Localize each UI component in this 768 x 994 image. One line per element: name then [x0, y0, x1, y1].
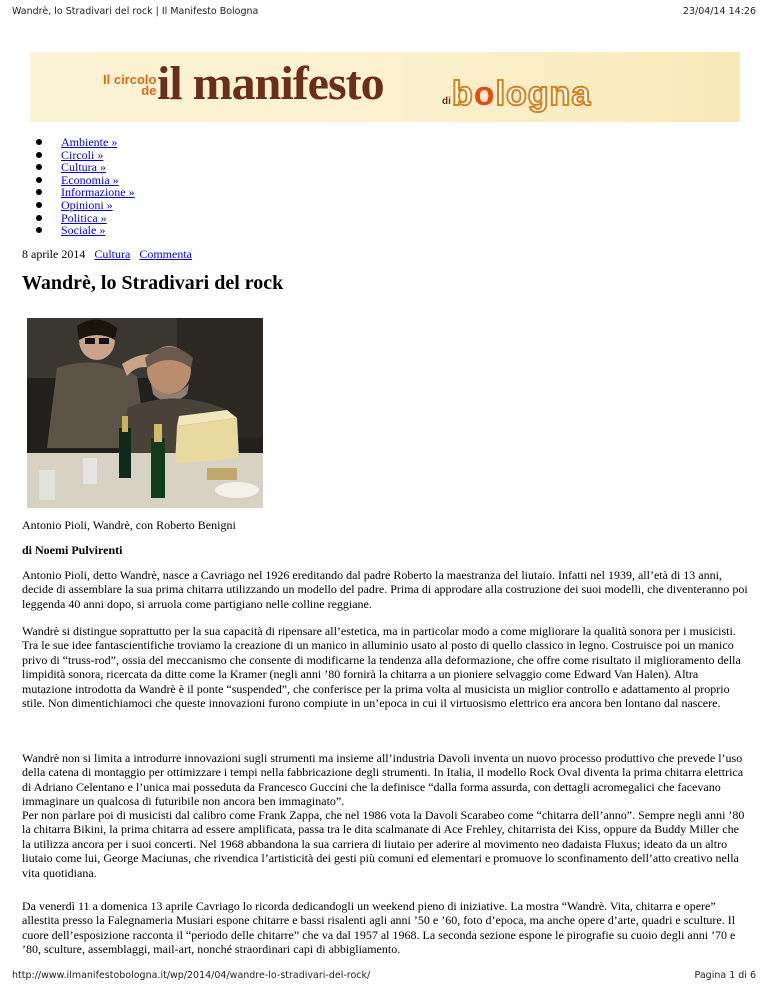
print-footer-url: http://www.ilmanifestobologna.it/wp/2014/04/wandre-lo-stradivari-del-rock/ [12, 970, 371, 981]
print-footer [12, 970, 756, 984]
article-author: di Noemi Pulvirenti [22, 543, 123, 557]
nav-link-opinioni[interactable]: Opinioni » [61, 197, 113, 212]
nav-link-economia[interactable]: Economia » [61, 172, 119, 187]
banner-city-rest: logna [495, 75, 592, 113]
print-header-datetime: 23/04/14 14:26 [682, 6, 756, 17]
print-header-title: Wandrè, lo Stradivari del rock | Il Manifesto Bologna [12, 6, 259, 17]
article-photo [27, 318, 263, 508]
nav-link-sociale[interactable]: Sociale » [61, 223, 106, 238]
site-banner[interactable] [30, 52, 740, 122]
nav-link-circoli[interactable]: Circoli » [61, 147, 104, 162]
category-nav [36, 136, 135, 237]
nav-link-cultura[interactable]: Cultura » [61, 160, 106, 175]
article-paragraph: Antonio Pioli, detto Wandrè, nasce a Cavriago nel 1926 ereditando dal padre Roberto la maestranza del liutaio. Infatti nel 1939, all’età di 13 anni, decide di assemblare la sua prima chitarra utilizzando un modello del padre. Prima di approdare alla costruzione dei suoi modelli, che diventeranno poi leggenda 40 anni dopo, si arruola come partigiano nelle colline reggiane. [22, 568, 748, 611]
banner-di: di [442, 96, 451, 107]
banner-circolo-line2: de [141, 83, 157, 98]
print-header [12, 6, 756, 20]
photo-caption: Antonio Pioli, Wandrè, con Roberto Benigni [22, 518, 236, 532]
article-paragraph: Per non parlare poi di musicisti dal calibro come Frank Zappa, che nel 1986 vota la Davoli Scarabeo come “chitarra dell’anno”. Sempre negli anni ’80 la chitarra Bikini, la prima chitarra ad essere amplificata, passa tra le dita scalmanate di Ace Frehley, chitarrista dei Kiss, oppure da Buddy Miller che la utilizza ancora per i suoi concerti. Nel 1968 abbandona la sua carriera di liutaio per aderire al movimento neo dadaista Fluxus; ideato da un altro liutaio come lui, George Maciunas, che rivendica l’artisticità dei gesti più comuni ed elementari e promuove lo sconfinamento dell’atto creativo nella vita quotidiana. [22, 808, 745, 880]
banner-city-b: b [452, 75, 474, 113]
print-footer-page: Pagina 1 di 6 [694, 970, 756, 981]
banner-circolo [103, 74, 156, 96]
banner-city [452, 76, 591, 112]
nav-item [36, 224, 135, 237]
nav-link-ambiente[interactable]: Ambiente » [61, 135, 118, 149]
banner-brand: il manifesto [157, 57, 384, 110]
article-paragraph: Wandrè si distingue soprattutto per la sua capacità di ripensare all’estetica, ma in particolar modo a come migliorare la qualità sonora per i musicisti. Tra le sue idee fantascientifiche troviamo la creazione di un manico in alluminio usato al posto di quello classico in legno. Costruisce poi un manico privo di “truss-rod”, ossia del meccanismo che consente di modificarne la tendenza alla deformazione, che offre come risultato il miglioramento della limpidità sonora, ricercata da ditte come la Kramer (negli anni ’80 fornirà la chitarra a un pioniere selvaggio come Edward Van Halen). Altra mutazione introdotta da Wandrè è il ponte “suspended”, che conferisce per la prima volta al musicista un miglior controllo e adattamento al proprio stile. Non dimentichiamoci che queste innovazioni furono compiute in un’epoca in cui il virtuosismo elettrico era ancora ben lontano dal nascere. [22, 624, 741, 711]
banner-circolo-line1: Il circolo [103, 72, 157, 87]
article-paragraph: Wandrè non si limita a introdurre innovazioni sugli strumenti ma insieme all’industria Davoli inventa un nuovo processo produttivo che prevede l’uso della catena di montaggio per ottimizzare i tempi nella fabbricazione degli strumenti. In Italia, il modello Rock Oval diventa la prima chitarra elettrica di Adriano Celentano e l’unica mai posseduta da Francesco Guccini che la definisce “dalla forma assurda, con dettagli acromegalici che facevano immaginare un qualcosa di futuribile non ancora ben immaginato”. [22, 751, 744, 809]
nav-link-informazione[interactable]: Informazione » [61, 185, 135, 200]
post-comment-link[interactable]: Commenta [139, 247, 192, 261]
article-title: Wandrè, lo Stradivari del rock [22, 272, 284, 294]
nav-link-politica[interactable]: Politica » [61, 210, 107, 225]
post-meta [22, 247, 192, 262]
article-paragraph: Da venerdì 11 a domenica 13 aprile Cavriago lo ricorda dedicandogli un weekend pieno di iniziative. La mostra “Wandrè. Vita, chitarra e opere” allestita presso la Falegnameria Musiari espone chitarre e bassi risalenti agli anni ’50 e ’60, foto d’epoca, ma anche opere d’arte, quadri e sculture. Il cuore dell’esposizione racconta il “periodo delle chitarre” che va dal 1957 al 1968. La seconda sezione espone le pirografie su cuoio degli anni ’70 e ’80, sculture, assemblaggi, mail-art, nonché straordinari capi di abbigliamento. [22, 899, 736, 957]
post-date: 8 aprile 2014 [22, 247, 86, 261]
banner-city-o: o [473, 75, 496, 113]
post-category-link[interactable]: Cultura [94, 247, 131, 261]
